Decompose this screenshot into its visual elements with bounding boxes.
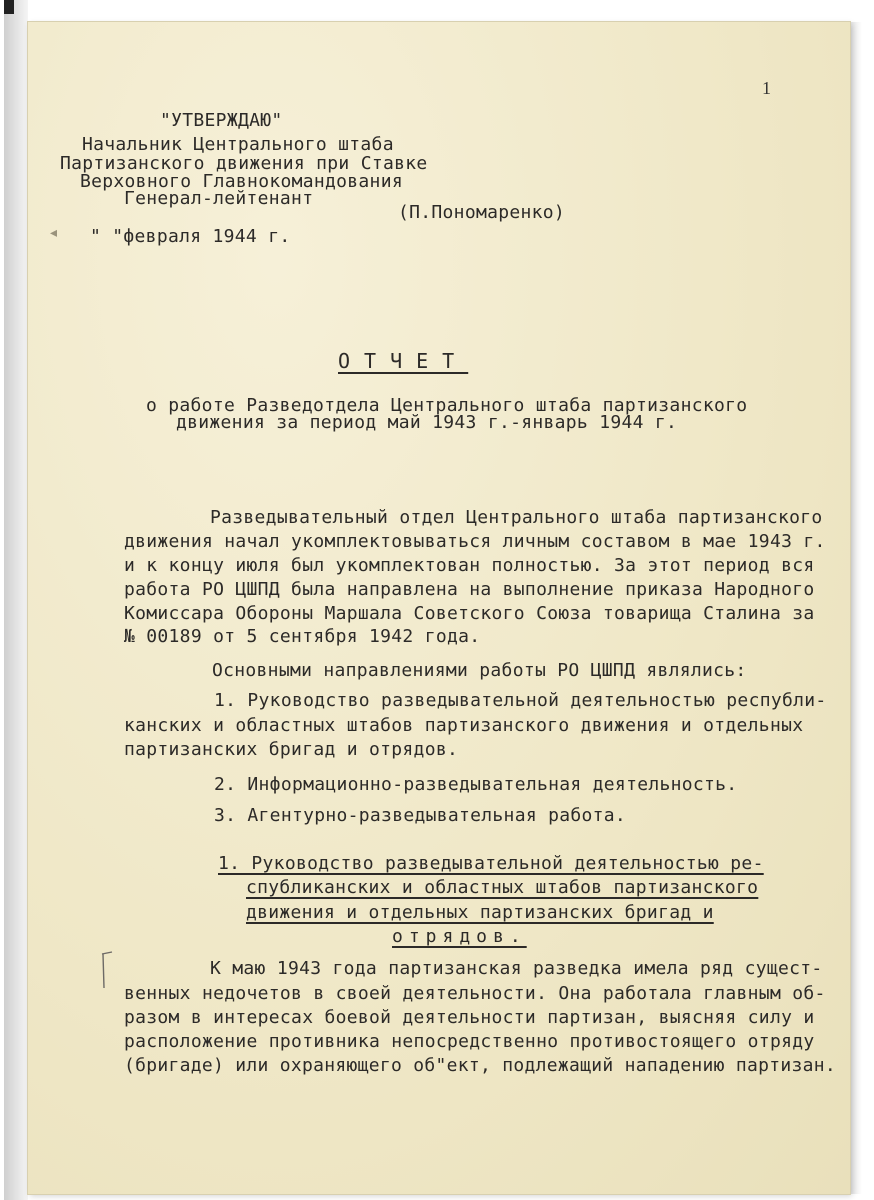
p2-line: Основными направлениями работы РО ЦШПД являлись: — [212, 660, 747, 681]
list1-line-1: 1. Руководство разведывательной деятельностью республи- — [214, 690, 827, 711]
p1-line-6: № 00189 от 5 сентября 1942 года. — [124, 626, 481, 647]
section-heading-line-1: 1. Руководство разведывательной деятельностью ре- — [218, 853, 764, 874]
page-edge-shadow — [850, 22, 862, 1194]
approval-line-1: Начальник Центрального штаба — [82, 134, 394, 155]
p3-line-5: (бригаде) или охраняющего об"ект, подлежащий нападению партизан. — [124, 1055, 837, 1076]
section-heading-line-2: спубликанских и областных штабов партизанского — [246, 877, 759, 898]
section-heading-line-3: движения и отдельных партизанских бригад и — [246, 902, 714, 923]
p1-line-2: движения начал укомплектовываться личным составом в мае 1943 г. — [124, 531, 826, 552]
p3-line-2: венных недочетов в своей деятельности. Она работала главным об- — [124, 983, 826, 1004]
binding-spine — [4, 0, 28, 1200]
p3-line-3: разом в интересах боевой деятельности партизан, выясняя силу и — [124, 1007, 815, 1028]
approval-line-4: Генерал-лейтенант — [124, 188, 314, 209]
list1-line-2: канских и областных штабов партизанского движения и отдельных — [124, 715, 804, 736]
document-page — [28, 22, 850, 1194]
p3-line-4: расположение противника непосредственно противостоящего отряду — [124, 1031, 815, 1052]
p1-line-3: и к концу июля был укомплектован полностью. За этот период вся — [124, 555, 815, 576]
list1-line-3: партизанских бригад и отрядов. — [124, 739, 459, 760]
approval-stamp: "УТВЕРЖДАЮ" — [160, 110, 283, 131]
approval-line-3: Верховного Главнокомандования — [80, 171, 403, 192]
approval-name: (П.Пономаренко) — [398, 202, 566, 223]
p1-line-5: Комиссара Обороны Маршала Советского Союза товарища Сталина за — [124, 603, 815, 624]
p1-line-1: Разведывательный отдел Центрального штаба партизанского — [210, 507, 823, 528]
approval-date: " "февраля 1944 г. — [90, 226, 291, 247]
subtitle-line-1: о работе Разведотдела Центрального штаба партизанского — [146, 395, 748, 416]
approval-line-2: Партизанского движения при Ставке — [60, 153, 428, 174]
section-heading-line-4: отрядов. — [392, 926, 527, 947]
subtitle-line-2: движения за период май 1943 г.-январь 1944 г. — [176, 412, 678, 433]
list3-line: 3. Агентурно-разведывательная работа. — [214, 805, 627, 826]
report-title: ОТЧЕТ — [338, 349, 469, 373]
p3-line-1: К маю 1943 года партизанская разведка имела ряд сущест- — [210, 958, 823, 979]
list2-line: 2. Информационно-разведывательная деятельность. — [214, 774, 738, 795]
punch-mark-icon: ◂ — [50, 225, 58, 241]
p1-line-4: работа РО ЦШПД была направлена на выполнение приказа Народного — [124, 579, 815, 600]
page-number: 1 — [762, 78, 771, 98]
binding-mark — [4, 0, 14, 14]
pencil-margin-mark-icon — [100, 950, 116, 990]
